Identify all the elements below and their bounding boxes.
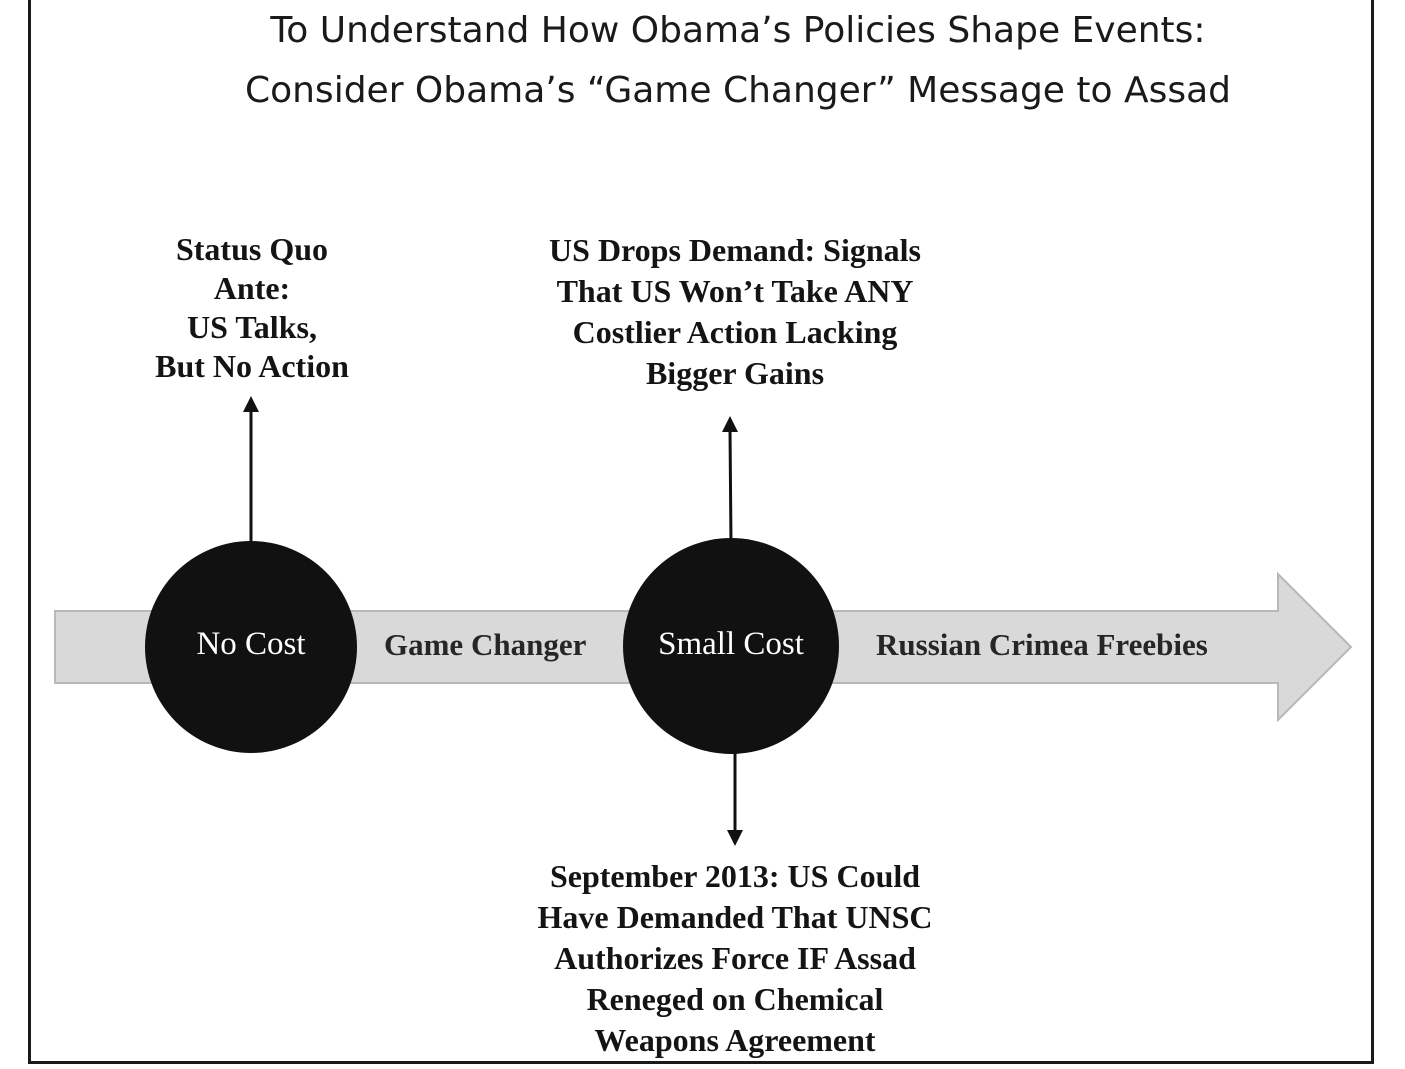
callout-us-drops-line: Costlier Action Lacking	[572, 314, 898, 350]
callout-september-line: September 2013: US Could	[549, 858, 921, 894]
callout-status-quo-line: US Talks,	[187, 309, 317, 345]
callout-september	[500, 856, 970, 1061]
arrowhead-us-drops	[722, 416, 738, 432]
callout-status-quo-line: Ante:	[213, 270, 291, 306]
arrowhead-september	[727, 830, 743, 846]
callout-us-drops-line: Bigger Gains	[645, 355, 825, 391]
callout-september-line: Authorizes Force IF Assad	[554, 940, 916, 976]
segment-game-changer-label: Game Changer	[384, 627, 587, 662]
callout-status-quo-line: Status Quo	[175, 231, 329, 267]
arrowhead-status-quo	[243, 396, 259, 412]
callout-september-line: Have Demanded That UNSC	[537, 899, 933, 935]
callout-status-quo-line: But No Action	[155, 348, 349, 384]
node-no-cost-label: No Cost	[196, 626, 306, 662]
title-line-2: Consider Obama’s “Game Changer” Message to Assad	[244, 70, 1232, 111]
arrow-up-us-drops	[730, 428, 731, 545]
segment-russian-crimea-label: Russian Crimea Freebies	[876, 627, 1208, 662]
title-line-1: To Understand How Obama’s Policies Shape Events:	[270, 10, 1206, 51]
callout-us-drops-line: That US Won’t Take ANY	[556, 273, 914, 309]
callout-us-drops-line: US Drops Demand: Signals	[549, 232, 921, 268]
callout-september-line: Reneged on Chemical	[586, 981, 884, 1017]
callout-status-quo	[122, 230, 382, 386]
callout-us-drops	[500, 230, 970, 394]
callout-september-line: Weapons Agreement	[594, 1022, 876, 1058]
node-small-cost-label: Small Cost	[658, 626, 804, 662]
